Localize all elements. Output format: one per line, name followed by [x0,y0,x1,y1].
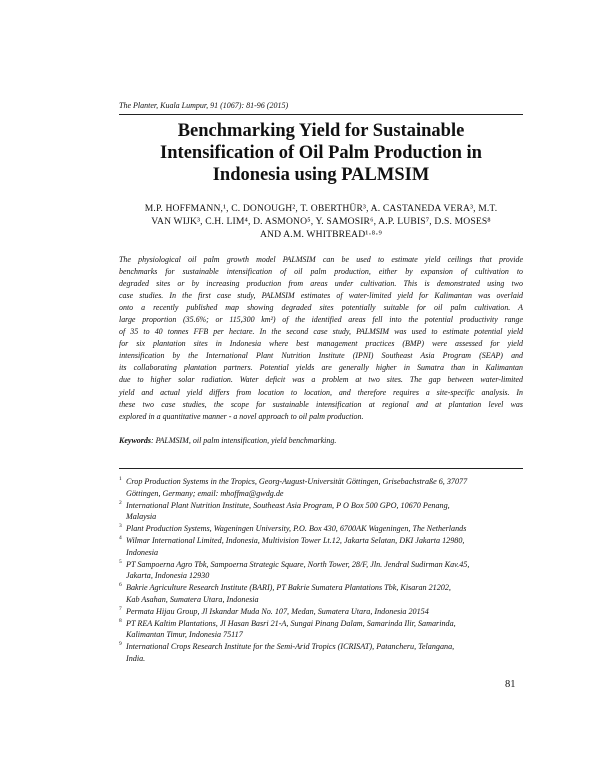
keywords-label: Keywords [119,436,151,445]
author-line: AND A.M. WHITBREAD¹·⁸·⁹ [259,229,383,241]
abstract-line: of 35 to 40 tonnes FFB per hectare. In the second case study, PALMSIM was used to estimate potential yield [119,327,523,337]
footnote-number: 7 [119,605,122,612]
footnote-item [119,535,523,559]
footnote-number: 8 [119,617,122,624]
affiliation-footnotes [119,476,523,665]
title-line: Indonesia using PALMSIM [212,165,430,185]
author-list [119,202,523,242]
title-line: Intensification of Oil Palm Production in [160,143,482,163]
abstract-line: case studies. In the first case study, PALMSIM estimates of water-limited yield for Kalimantan was overlaid [119,291,523,301]
footnote-item [119,582,523,606]
footnote-number: 2 [119,499,122,506]
footnote-item [119,606,523,618]
footnote-number: 6 [119,582,122,589]
abstract-line: yield and actual yield differs from location to location, and therefore requires a site-specific analysis. In [119,387,523,397]
footnote-rule [119,468,523,469]
footnote-item [119,476,523,500]
footnote-line: Indonesia [126,547,159,557]
footnote-line: Plant Production Systems, Wageningen University, P.O. Box 430, 6700AK Wageningen, The Netherlands [126,524,467,534]
title-line: Benchmarking Yield for Sustainable [177,121,465,141]
abstract-line: The physiological oil palm growth model PALMSIM can be used to estimate yield ceilings that provide [119,255,523,264]
keywords [119,436,523,445]
footnote-line: PT REA Kaltim Plantations, Jl Hasan Basri 21-A, Sungai Pinang Dalam, Samarinda Ilir, Samarinda, [126,618,456,628]
footnote-number: 4 [119,534,122,541]
abstract-line: for six plantation sites in Indonesia where best management practices (BMP) were assessed for yield [119,339,523,349]
footnote-number: 5 [119,558,122,565]
author-line: VAN WIJK³, C.H. LIM⁴, D. ASMONO⁵, Y. SAMOSIR⁶, A.P. LUBIS⁷, D.S. MOSES⁸ [151,216,491,228]
footnote-line: Malaysia [126,512,157,522]
footnote-line: Crop Production Systems in the Tropics, Georg-August-Universität Göttingen, Grisebachstraße 6, 37077 [126,477,468,486]
abstract-line: onto a recently published map showing degraded sites potentially suitable for oil palm cultivation. A [119,303,523,313]
abstract-line: these two case studies, the scope for sustainable intensification at regional and at plantation level was [119,399,523,409]
journal-header: The Planter, Kuala Lumpur, 91 (1067): 81-96 (2015) [119,101,289,110]
abstract-line: its collaborating plantation partners. Potential yields are generally higher in Sumatra than in Kalimantan [119,363,523,373]
footnote-item [119,641,523,665]
footnote-line: International Plant Nutrition Institute, Southeast Asia Program, P O Box 500 GPO, 10670 Penang, [126,500,450,510]
paper-title [119,120,523,186]
abstract-line: due to higher solar radiation. Water deficit was a problem at two sites. The gap between water-limited [119,375,523,385]
footnote-line: Jakarta, Indonesia 12930 [126,571,210,581]
abstract-line: large proportion (35.6%; or 115,300 km²) of the identified areas fell into the potential productivity range [119,315,523,325]
footnote-line: Kalimantan Timur, Indonesia 75117 [126,630,243,640]
header-rule [119,114,523,115]
footnote-number: 9 [119,641,122,648]
footnote-number: 1 [119,476,122,482]
footnote-line: Bakrie Agriculture Research Institute (BARI), PT Bakrie Sumatera Plantations Tbk, Kisaran 21202, [126,583,451,593]
abstract-line: intensification by the International Plant Nutrition Institute (IPNI) Southeast Asia Program (SEAP) and [119,351,523,361]
page-number: 81 [505,679,516,690]
footnote-item [119,559,523,583]
footnote-item [119,523,523,535]
keywords-text: : PALMSIM, oil palm intensification, yield benchmarking. [151,436,337,445]
footnote-item [119,618,523,642]
abstract-line: degraded sites or by increasing production from areas under cultivation. This is demonstrated using two [119,279,523,289]
footnote-item [119,500,523,524]
abstract [119,254,523,423]
footnote-line: International Crops Research Institute for the Semi-Arid Tropics (ICRISAT), Patancheru, Telangana, [126,642,455,652]
footnote-line: PT Sampoerna Agro Tbk, Sampoerna Strategic Square, North Tower, 28/F, Jln. Jendral Sudirman Kav.45, [126,559,470,569]
footnote-line: Göttingen, Germany; email: mhoffma@gwdg.de [126,488,284,498]
footnote-number: 3 [119,523,122,530]
footnote-line: India. [126,653,146,663]
footnote-line: Wilmar International Limited, Indonesia, Multivision Tower Lt.12, Jakarta Selatan, DKI Jakarta 12980, [126,535,465,545]
abstract-line: benchmarks for sustainable intensification of oil palm production, either by expansion of cultivation to [119,267,523,277]
author-line: M.P. HOFFMANN,¹, C. DONOUGH², T. OBERTHÜR³, A. CASTANEDA VERA³, M.T. [144,203,498,214]
footnote-line: Permata Hijau Group, Jl Iskandar Muda No. 107, Medan, Sumatera Utara, Indonesia 20154 [126,606,429,616]
footnote-line: Kab Asahan, Sumatera Utara, Indonesia [126,594,259,604]
abstract-line: explored in a quantitative manner - a novel approach to oil palm production. [119,411,364,421]
